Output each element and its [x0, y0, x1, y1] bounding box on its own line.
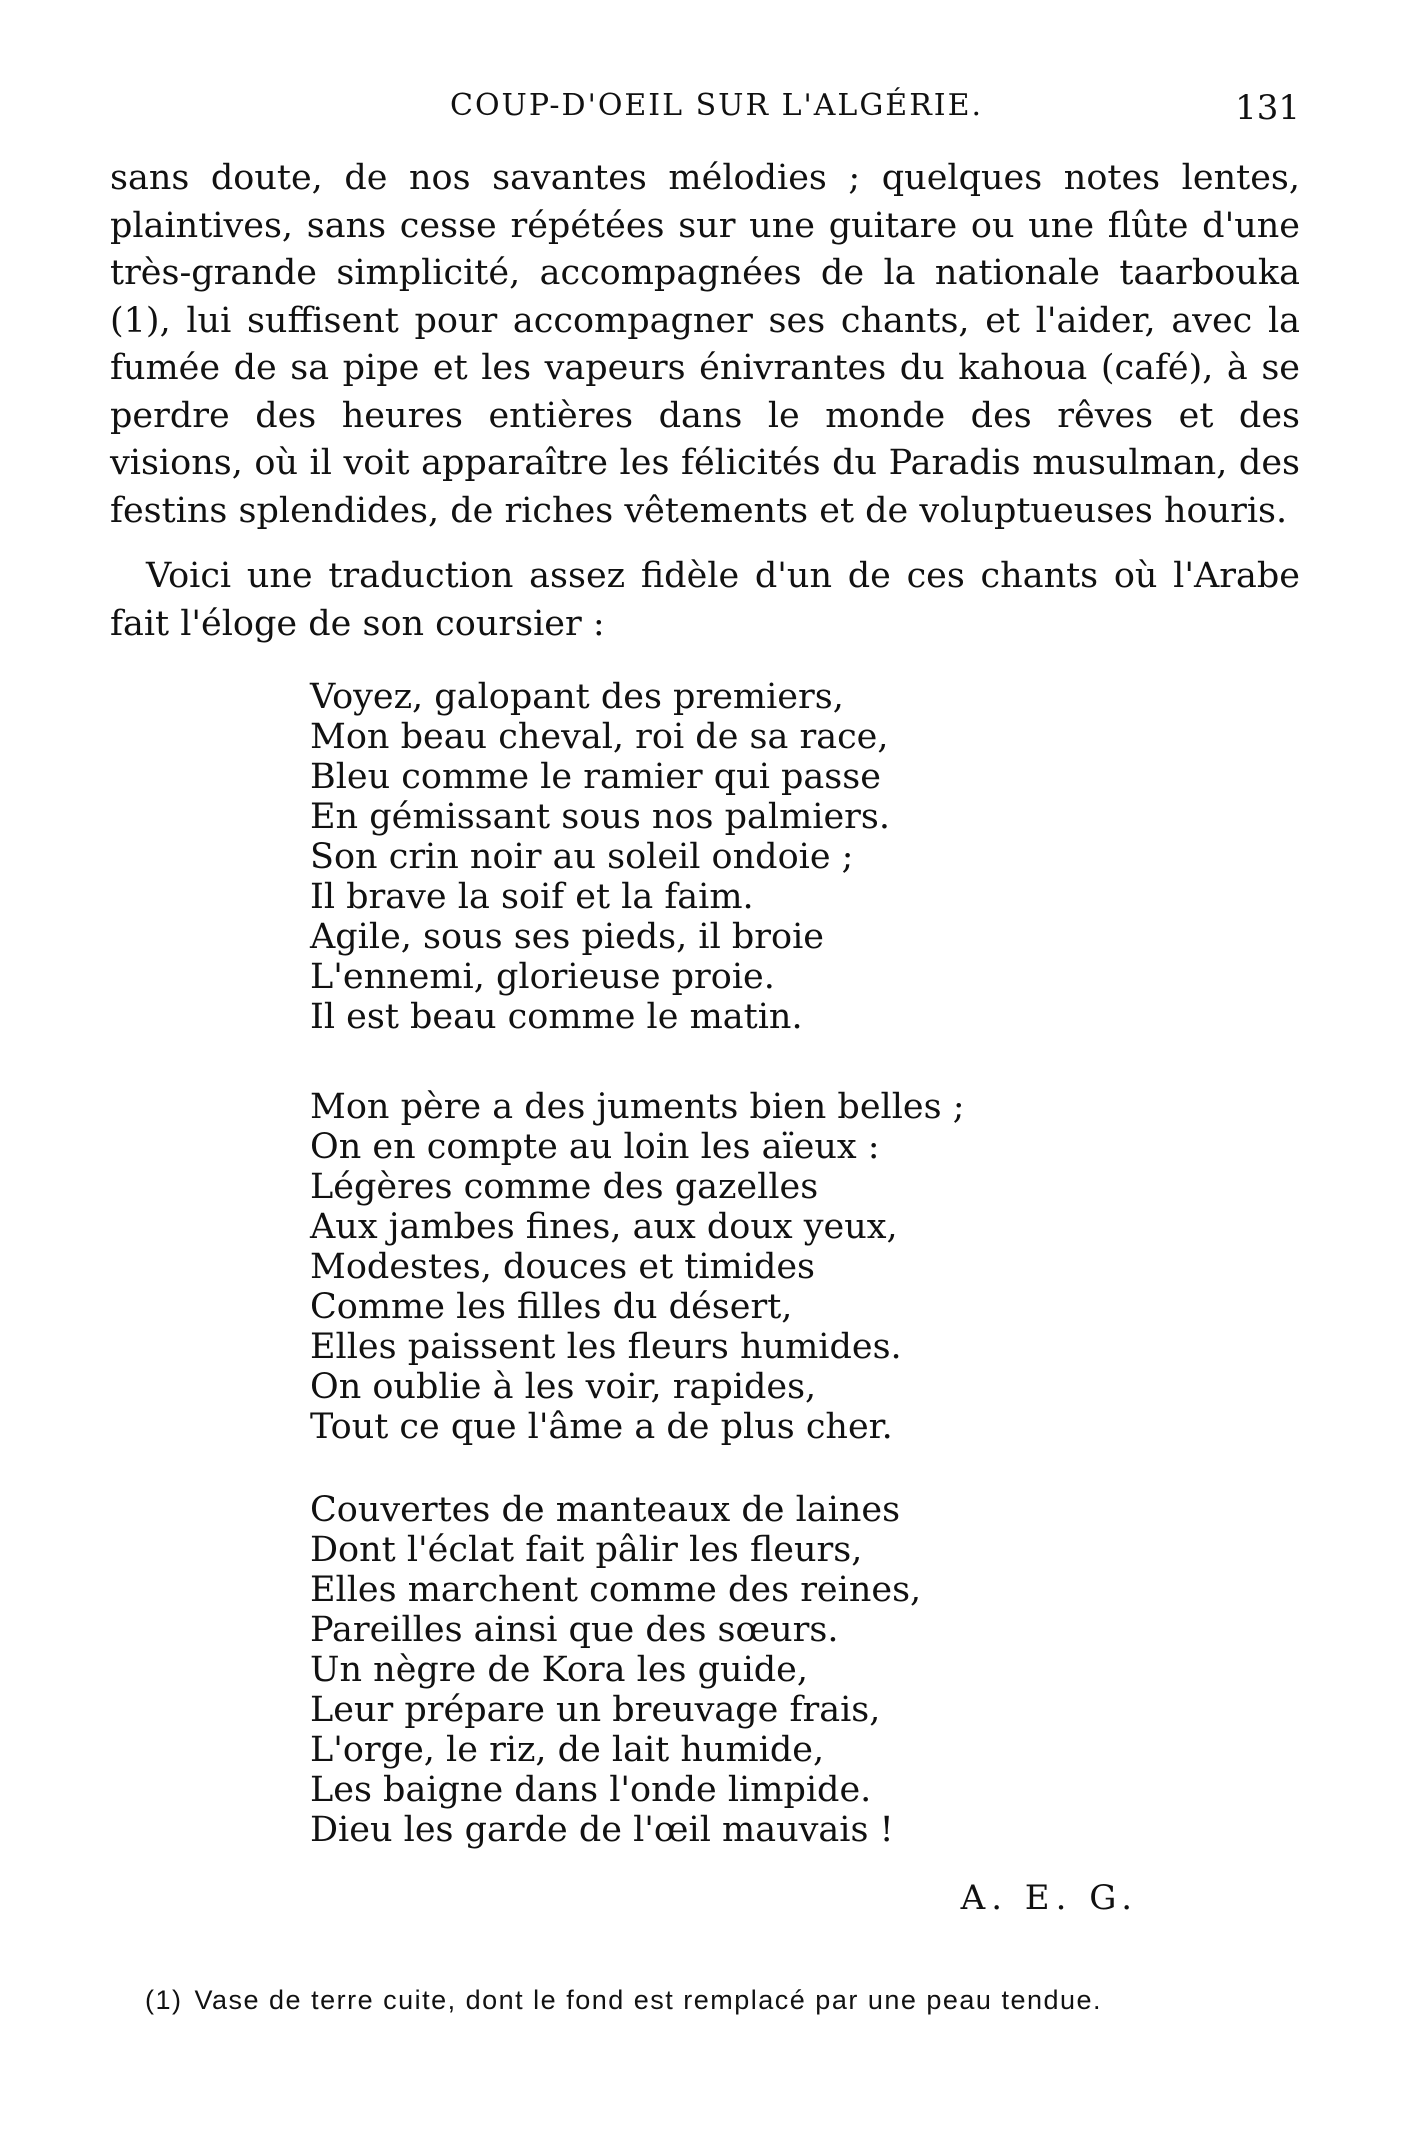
poem-line: On oublie à les voir, rapides,: [310, 1367, 817, 1407]
poem-line: Bleu comme le ramier qui passe: [310, 757, 881, 797]
poem-line: L'ennemi, glorieuse proie.: [310, 957, 775, 997]
poem-line: Dont l'éclat fait pâlir les fleurs,: [310, 1530, 863, 1570]
page-number: 131: [1235, 88, 1300, 128]
poem-line: L'orge, le riz, de lait humide,: [310, 1730, 825, 1770]
poem-line: Mon père a des juments bien belles ;: [310, 1087, 965, 1127]
poem-line: Il brave la soif et la faim.: [310, 877, 754, 917]
poem-line: Comme les filles du désert,: [310, 1287, 793, 1327]
poem-line: Modestes, douces et timides: [310, 1247, 816, 1287]
poem-line: Mon beau cheval, roi de sa race,: [310, 717, 889, 757]
poem-line: Agile, sous ses pieds, il broie: [310, 917, 825, 957]
poem-stanza-1: [310, 677, 1090, 1037]
footnote: [145, 1985, 1245, 2016]
poem-line: Leur prépare un breuvage frais,: [310, 1690, 881, 1730]
paragraph-music: sans doute, de nos savantes mélodies ; quelques notes lentes, plaintives, sans cesse répétées sur une guitare ou une flûte d'une très-grande simplicité, accompagnées de la nationale taarbouka (1), lui suffisent pour accompagner ses chants, et l'aider, avec la fumée de sa pipe et les vapeurs énivrantes du kahoua (café), à se perdre des heures entières dans le monde des rêves et des visions, où il voit apparaître les félicités du Paradis musulman, des festins splendides, de riches vêtements et de voluptueuses houris.: [110, 158, 1300, 531]
footnote-marker: (1): [145, 1985, 183, 2015]
poem-line: Couvertes de manteaux de laines: [310, 1490, 901, 1530]
footnote-text: Vase de terre cuite, dont le fond est remplacé par une peau tendue.: [194, 1985, 1103, 2015]
poem-line: Pareilles ainsi que des sœurs.: [310, 1610, 839, 1650]
poem-line: Tout ce que l'âme a de plus cher.: [310, 1407, 893, 1447]
poem-line: Un nègre de Kora les guide,: [310, 1650, 809, 1690]
poem-line: On en compte au loin les aïeux :: [310, 1127, 880, 1167]
poem-stanza-3: [310, 1490, 1090, 1850]
poem-line: Dieu les garde de l'œil mauvais !: [310, 1810, 894, 1850]
poem-stanza-2: [310, 1087, 1090, 1447]
poem-line: Les baigne dans l'onde limpide.: [310, 1770, 872, 1810]
running-title: COUP-D'OEIL SUR L'ALGÉRIE.: [450, 88, 984, 123]
poem-line: Il est beau comme le matin.: [310, 997, 803, 1037]
poem-line: Son crin noir au soleil ondoie ;: [310, 837, 854, 877]
poem-line: Voyez, galopant des premiers,: [310, 677, 844, 717]
poem-line: En gémissant sous nos palmiers.: [310, 797, 890, 837]
poem-line: Légères comme des gazelles: [310, 1167, 819, 1207]
poem-line: Aux jambes fines, aux doux yeux,: [310, 1207, 898, 1247]
poem-line: Elles paissent les fleurs humides.: [310, 1327, 902, 1367]
author-signature: A. E. G.: [960, 1878, 1138, 1918]
poem-line: Elles marchent comme des reines,: [310, 1570, 922, 1610]
paragraph-intro-song: Voici une traduction assez fidèle d'un de ces chants où l'Arabe fait l'éloge de son coursier :: [110, 556, 1300, 644]
page-header: [110, 88, 1300, 138]
